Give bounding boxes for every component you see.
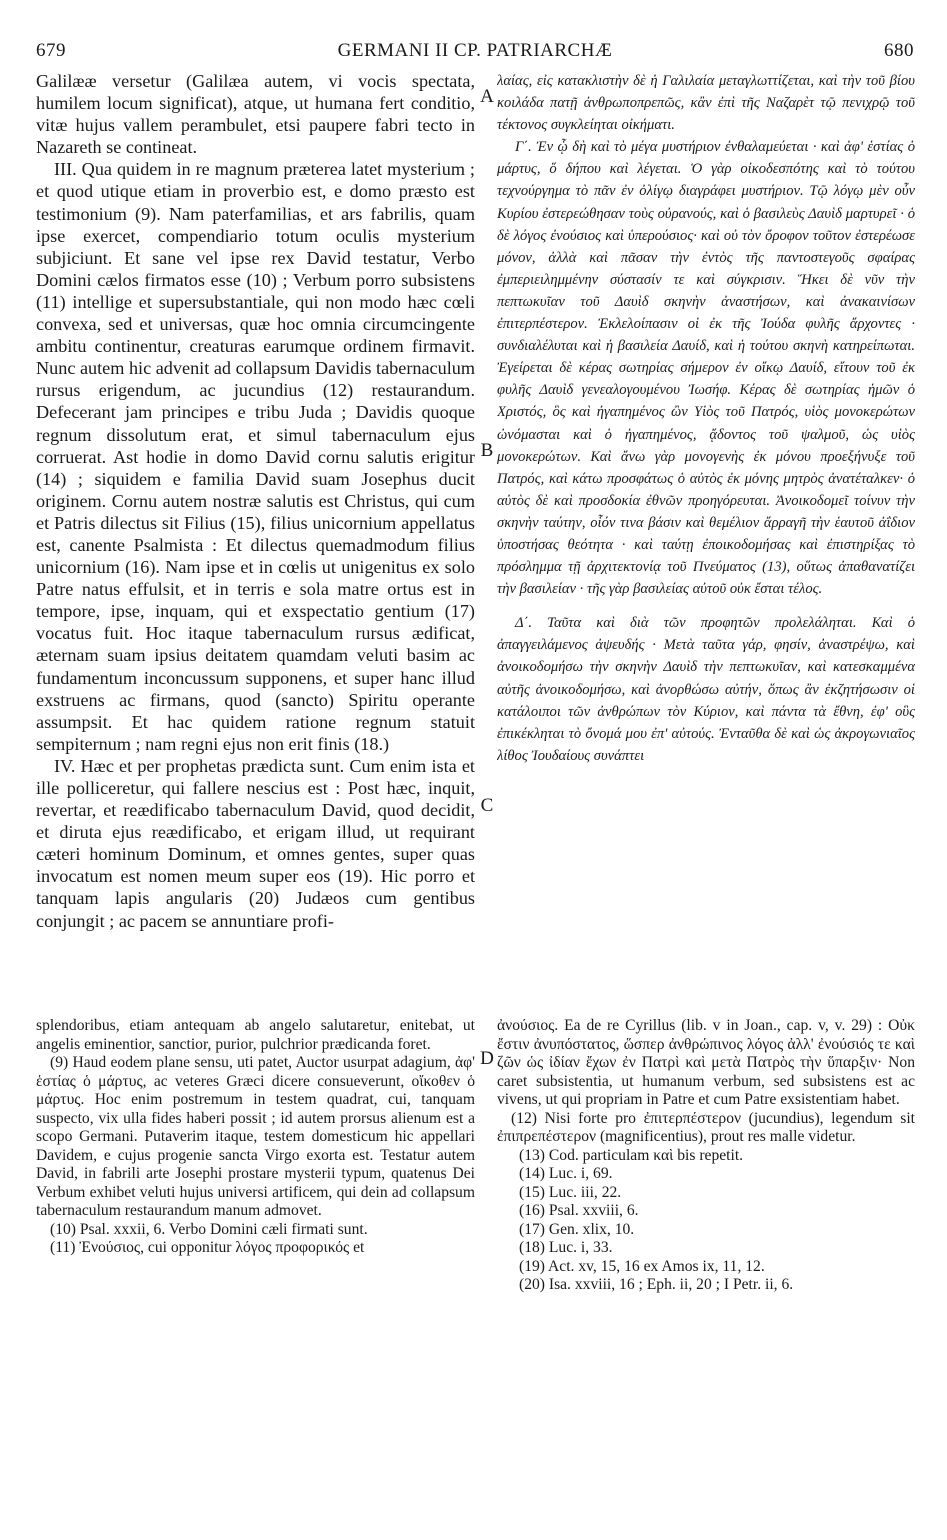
paragraph-gap	[497, 600, 915, 612]
running-header	[36, 40, 914, 66]
footnote: (10) Psal. xxxii, 6. Verbo Domini cæli firmati sunt.	[50, 1220, 368, 1238]
footnote-reference: (17) Gen. xlix, 10.	[519, 1220, 635, 1238]
footnote-reference: (14) Luc. i, 69.	[519, 1165, 613, 1182]
footnote: (11) Ἐνούσιος, cui opponitur λόγος προφορικός et	[50, 1239, 365, 1256]
latin-paragraph: III. Qua quidem in re magnum præterea latet mysterium ; et quod utique etiam in proverbio est, e domo præsto est testimonium (9). Nam paterfamilias, et ars fabrilis, quam ipse exercet, compendiario totum oculis mysterium subjiciunt. Et sane vel ipse rex David testatur, Verbo Domini cælos firmatos esse (10) ; Verbum porro subsistens (11) intellige et supersubstantiale, qui non modo hæc cœli convexa, sed et universas, quæ hoc omnia circumcingente ambitu continentur, creaturas earumque ordinem firmavit. Nunc autem hic advenit ad collapsum Davidis tabernaculum rursus erigendum, ac jucundius (12) restaurandum. Defecerant jam principes e tribu Juda ; Davidis quoque regnum dissolutum erat, et simul tabernaculum ejus corruerat. Ast hodie in domo David cornu salutis erigitur (14) ; siquidem e familia David suam Josephus ducit originem. Cornu autem nostræ salutis est Christus, qui cum et Patris dilectus sit Filius (15), filius unicornium appellatus est, canente Psalmista : Et dilectus quemadmodum filius unicornium (16). Nam ipse et in cœlis ut unigenitus ex solo Patre natus effulsit, et in terris e sola matre ortus est in tempore, ipse, inquam, qui et exspectatio gentium (17) vocatus fuit. Hoc itaque tabernaculum rursus ædificat, æternam suam ipsius deitatem quamdam veluti basim ac fundamentum inconcussum supponens, et super hanc illud exstruens ac firmans, quod (sancto) Spiritu operante assumpsit. Et hac quidem ratione regnum statuit sempiternum ; nam regni ejus non erit finis (18.)	[36, 159, 475, 754]
page-number-left: 679	[36, 40, 66, 61]
footnote-reference: (13) Cod. particulam καὶ bis repetit.	[519, 1146, 744, 1164]
latin-paragraph: IV. Hæc et per prophetas prædicta sunt. Cum enim ista et ille polliceretur, qui fallere nescius est : Post hæc, inquit, revertar, et reædificabo tabernaculum David, quod decidit, et diruta ejus reædificabo, et erigam illud, ut requirant cæteri hominum Dominum, et omnes gentes, super quas invocatum est nomen meum super eos (19). Hic porro et tanquam lapis angularis (20) Judæos cum gentibus conjungit ; ac pacem se annuntiare profi-	[36, 755, 475, 931]
greek-paragraph: Δ΄. Ταῦτα καὶ διὰ τῶν προφητῶν προλελάληται. Καὶ ὁ ἀπαγγειλάμενος ἀψευδής · Μετὰ ταῦτα γάρ, φησίν, ἀναστρέψω, καὶ ἀνοικοδομήσω τὴν σκηνὴν Δαυὶδ τὴν πεπτωκυῖαν, καὶ κατεσκαμμένα αὐτῆς ἀνοικοδομήσω, καὶ ἀνορθώσω αὐτήν, ὅπως ἂν ἐκζητήσωσιν οἱ κατάλοιποι τῶν ἀνθρώπων τὸν Κύριον, καὶ πάντα τὰ ἔθνη, ἐφ' οὓς ἐπικέκληται τὸ ὄνομά μου ἐπ' αὐτούς. Ἐνταῦθα δὲ καὶ ὡς ἀκρογωνιαῖος λίθος Ἰουδαίους συνάπτει	[497, 615, 915, 764]
footnotes-right	[497, 1017, 915, 1457]
greek-paragraph: Γ΄. Ἐν ᾧ δὴ καὶ τὸ μέγα μυστήριον ἐνθαλαμεύεται · καὶ ἀφ' ἑστίας ὁ μάρτυς, ὅ δήπου καὶ λέγεται. Ὁ γὰρ οἰκοδεσπότης καὶ τὸ τούτου τεχνούργημα τὸ πᾶν ἐν ὀλίγῳ διαγράφει μυστήριον. Τῷ λόγῳ μὲν οὖν Κυρίου ἐστερεώθησαν τοὺς οὐρανούς, καὶ ὁ βασιλεὺς Δαυὶδ μαρτυρεῖ · ὁ δὲ λόγος ἐνούσιος καὶ ὑπερούσιος· καὶ οὐ τὸν ὄροφον τοῦτον ἐστερέωσε μόνον, ἀλλὰ καὶ πᾶσαν τὴν ἐντὸς τῆς παντοστεγοῦς σφαίρας ἐμπεριειλημμένην σύστασίν τε καὶ σύγκρισιν. Ἥκει δὲ νῦν τὴν πεπτωκυῖαν τοῦ Δαυὶδ σκηνὴν ἀναστήσων, καὶ ἀνακαινίσων ἐπιτερπέστερον. Ἐκλελοίπασιν οἱ ἐκ τῆς Ἰούδα φυλῆς ἄρχοντες · συνδιαλέλυται καὶ ἡ βασιλεία Δαυίδ, καὶ ἡ τούτου σκηνὴ κατηρείπωται. Ἐγείρεται δὲ κέρας σωτηρίας σήμερον ἐν οἴκῳ Δαυίδ, εἴτουν τοῦ ἐκ φυλῆς Δαυὶδ γενεαλογουμένου Ἰωσήφ. Κέρας δὲ σωτηρίας ἡμῶν ὁ Χριστός, ὃς καὶ ἠγαπημένος ὢν Υἱὸς τοῦ Πατρός, υἱὸς μονοκερώτων ὠνόμασται καὶ ὁ ἠγαπημένος, ᾄδοντος τοῦ ψαλμοῦ, ὡς υἱὸς μονοκερώτων. Καὶ ἄνω γὰρ μονογενὴς ἐκ μόνου προεξήνυξε τοῦ Πατρός, καὶ κάτω προσφάτως ὁ αὐτὸς ἐκ μόνης μητρὸς ἀνατέταλκεν· ὁ αὐτὸς δὲ καὶ προσδοκία ἐθνῶν προηγόρευται. Ἀνοικοδομεῖ τοίνυν τὴν σκηνὴν ταύτην, οἷόν τινα βάσιν καὶ θεμέλιον ἄρραγῆ τὴν ἑαυτοῦ ἀΐδιον ὑποστήσας θεότητα · καὶ ταύτῃ ἐποικοδομήσας καὶ ἐπιστηρίξας τὸ πρόσλημμα τῇ ἀρχιτεκτονίᾳ τοῦ Πνεύματος (13), οὕτως ἀπαθανατίζει τὴν βασιλείαν · τῆς γὰρ βασιλείας αὐτοῦ οὐκ ἔσται τέλος.	[497, 139, 915, 598]
latin-paragraph: Galilææ versetur (Galilæa autem, vi vocis spectata, humilem locum significat), atque, ut humana fert conditio, vitæ hujus vallem perambulet, etsi paupere fabri tecto in Nazareth se contineat.	[36, 71, 475, 158]
running-title: GERMANI II CP. PATRIARCHÆ	[337, 40, 613, 61]
latin-column	[36, 70, 475, 998]
footnote: ἀνούσιος. Ea de re Cyrillus (lib. v in Joan., cap. v, v. 29) : Οὐκ ἔστιν ἀνυπόστατος, ὥσπερ ἀνθρώπινος λόγος ἀλλ' ἐνούσιός τε καὶ ζῶν ὡς ἰδίαν ἔχων ἐν Πατρὶ καὶ μετὰ Πατρὸς τὴν ὕπαρξιν· Non caret subsistentia, ut humanum verbum, sed subsistens est ac vivens, ut qui propriam in Patre et cum Patre exsistentiam habet.	[497, 1017, 915, 1108]
greek-paragraph: λαίας, εἰς κατακλιστὴν δὲ ἡ Γαλιλαία μεταγλωττίζεται, καὶ τὴν τοῦ βίου κοιλάδα πατῇ ἀνθρωποπρεπῶς, κἂν ἐπὶ τῆς Ναζαρὲτ τῷ πενιχρῷ τοῦ τέκτονος συγκλείηται οἰκήματι.	[497, 73, 915, 134]
margin-letter: B	[480, 440, 494, 461]
greek-column	[497, 70, 915, 998]
margin-letter: A	[480, 86, 494, 107]
footnote-reference: (19) Act. xv, 15, 16 ex Amos ix, 11, 12.	[519, 1257, 765, 1275]
footnote: (12) Nisi forte pro ἐπιτερπέστερον (jucundius), legendum sit ἐπιπρεπέστερον (magnificentius), prout res malle videtur.	[497, 1109, 915, 1145]
footnote-reference: (16) Psal. xxviii, 6.	[519, 1202, 639, 1219]
footnotes-left	[36, 1017, 475, 1457]
footnote-reference: (20) Isa. xxviii, 16 ; Eph. ii, 20 ; I Petr. ii, 6.	[519, 1276, 794, 1293]
margin-letter: D	[480, 1048, 494, 1069]
footnote-reference: (18) Luc. i, 33.	[519, 1239, 613, 1256]
page-number-right: 680	[884, 40, 914, 61]
footnote: splendoribus, etiam antequam ab angelo salutaretur, enitebat, ut angelis eminentior, sanctior, purior, pulchrior prædicanda foret.	[36, 1017, 475, 1053]
margin-letter: C	[480, 795, 494, 816]
footnote: (9) Haud eodem plane sensu, uti patet, Auctor usurpat adagium, ἀφ' ἑστίας ὁ μάρτυς, ac veteres Græci dicere consueverunt, οἴκοθεν ὁ μάρτυς. Hoc enim postremum in testem quadrat, cui, tanquam suspecto, vix ulla fides haberi possit ; id autem prorsus alienum est a scopo Germani. Putaverim itaque, testem domesticum hic appellari Davidem, e cujus progenie sancta Virgo exorta est. Testatur autem David, in fabrili arte Josephi prostare mysterii typum, quatenus Dei Verbum exhibet veluti hujus universi artificem, qui dein ad collapsum tabernaculum restaurandum manum admovet.	[36, 1054, 475, 1219]
footnote-reference: (15) Luc. iii, 22.	[519, 1183, 622, 1201]
